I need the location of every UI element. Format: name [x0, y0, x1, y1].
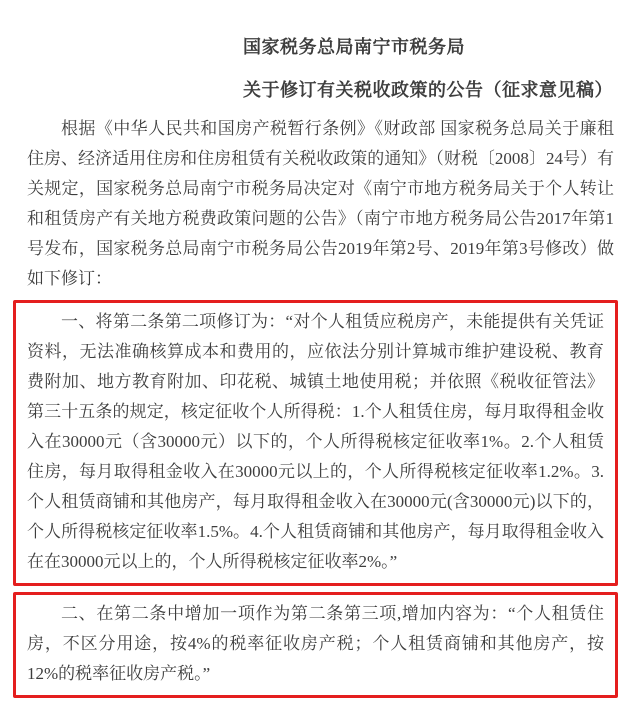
highlight-box-section-1: [13, 300, 618, 586]
document-subject-title: 关于修订有关税收政策的公告（征求意见稿）: [243, 80, 613, 100]
section-2-text: 二、在第二条中增加一项作为第二条第三项,增加内容为：“个人租赁住房，不区分用途，按4%的税率征收房产税；个人租赁商铺和其他房产，按12%的税率征收房产税。”: [27, 604, 604, 683]
title-block: [0, 0, 640, 101]
highlight-box-section-2: [13, 592, 618, 698]
intro-paragraph: 根据《中华人民共和国房产税暂行条例》《财政部 国家税务总局关于廉租住房、经济适用住房和住房租赁有关税收政策的通知》（财税〔2008〕24号）有关规定，国家税务总局南宁市税务局决定对《南宁市地方税务局关于个人转让和租赁房产有关地方税费政策问题的公告》（南宁市地方税务局公告2017年第1号发布，国家税务总局南宁市税务局公告2019年第2号、2019年第3号修改）做如下修订：: [27, 119, 614, 288]
section-1-text: 一、将第二条第二项修订为：“对个人租赁应税房产，未能提供有关凭证资料，无法准确核算成本和费用的，应依法分别计算城市维护建设税、教育费附加、地方教育附加、印花税、城镇土地使用税；并依照《税收征管法》第三十五条的规定，核定征收个人所得税：1.个人租赁住房，每月取得租金收入在30000元（含30000元）以下的，个人所得税核定征收率1%。2.个人租赁住房，每月取得租金收入在30000元以上的，个人所得税核定征收率1.2%。3.个人租赁商铺和其他房产，每月取得租金收入在30000元(含30000元)以下的，个人所得税核定征收率1.5%。4.个人租赁商铺和其他房产，每月取得租金收入在在30000元以上的，个人所得税核定征收率2%。”: [27, 312, 604, 571]
document-org-title: 国家税务总局南宁市税务局: [243, 37, 465, 57]
